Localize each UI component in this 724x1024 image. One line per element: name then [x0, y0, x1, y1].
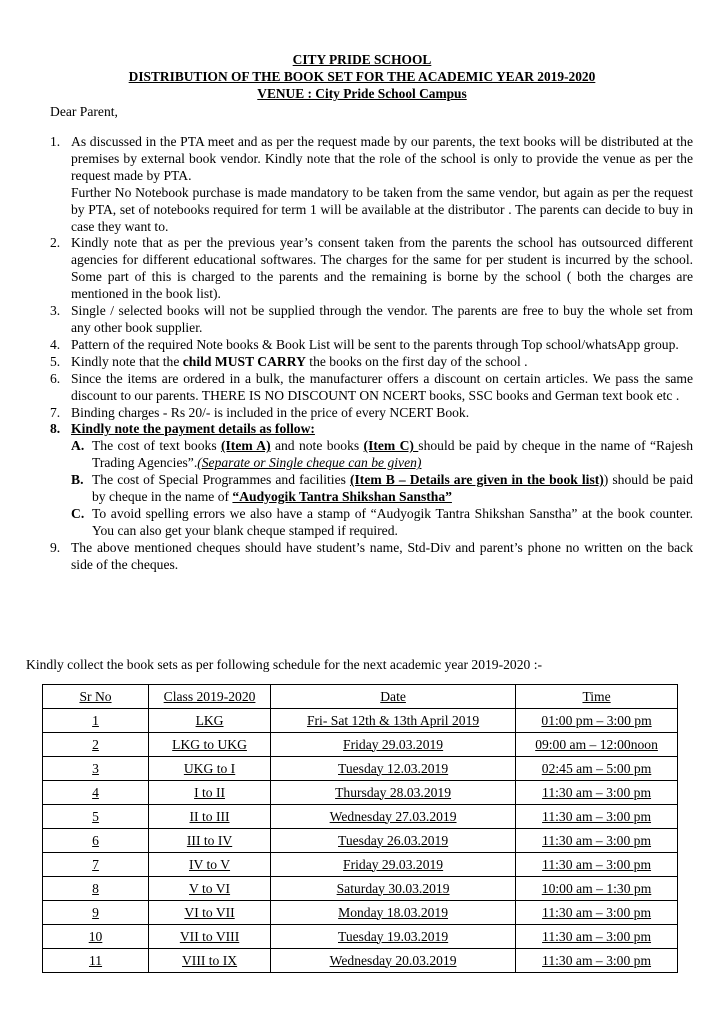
- salutation: Dear Parent,: [50, 104, 118, 119]
- sr-no-cell: 1: [43, 709, 149, 733]
- date-cell: Friday 29.03.2019: [271, 853, 516, 877]
- date-cell: Saturday 30.03.2019: [271, 877, 516, 901]
- text-run: To avoid spelling errors we also have a stamp of “Audyogik Tantra Shikshan Sanstha” at the book counter. You can also get your blank cheque stamped if required.: [92, 505, 693, 538]
- item-number: 8.: [50, 421, 61, 437]
- table-row: [43, 757, 678, 781]
- item-number: 9.: [50, 539, 61, 555]
- emphasis-text: (Item B – Details are given in the book list): [349, 472, 604, 488]
- sr-no-cell: 7: [43, 853, 149, 877]
- table-row: [43, 949, 678, 973]
- payment-heading: Kindly note the payment details as follow:: [71, 421, 315, 437]
- document-title: DISTRIBUTION OF THE BOOK SET FOR THE ACADEMIC YEAR 2019-2020: [128, 69, 596, 84]
- sub-item-a: [71, 438, 693, 472]
- school-name: CITY PRIDE SCHOOL: [292, 52, 432, 67]
- sr-no-cell: 9: [43, 901, 149, 925]
- time-cell: 11:30 am – 3:00 pm: [516, 829, 678, 853]
- column-header: Sr No: [43, 685, 149, 709]
- date-cell: Fri- Sat 12th & 13th April 2019: [271, 709, 516, 733]
- table-body: [43, 709, 678, 973]
- class-cell: VII to VIII: [149, 925, 271, 949]
- list-item-7: [50, 405, 693, 422]
- time-cell: 11:30 am – 3:00 pm: [516, 925, 678, 949]
- item-text: [71, 354, 693, 371]
- sub-item-letter: B.: [71, 472, 84, 488]
- item-text: Single / selected books will not be supplied through the vendor. The parents are free to buy the whole set from any other book supplier.: [71, 303, 693, 335]
- text-run: should be paid by cheque in the name of “Rajesh Trading Agencies”.: [92, 438, 693, 471]
- item-number: 1.: [50, 134, 61, 149]
- list-item-6: [50, 371, 693, 405]
- list-item-9: [50, 540, 693, 574]
- column-header: Class 2019-2020: [149, 685, 271, 709]
- sub-item-letter: A.: [71, 438, 85, 454]
- class-cell: UKG to I: [149, 757, 271, 781]
- list-item-5: [50, 354, 693, 371]
- class-cell: III to IV: [149, 829, 271, 853]
- list-item-1: [50, 134, 693, 235]
- item-text: Pattern of the required Note books & Book List will be sent to the parents through Top school/whatsApp group.: [71, 336, 679, 352]
- text-run: The cost of text books: [92, 438, 221, 454]
- list-item-4: [50, 337, 693, 354]
- emphasis-text: (Item C): [363, 438, 419, 454]
- class-cell: IV to V: [149, 853, 271, 877]
- column-header: Date: [271, 685, 516, 709]
- table-row: [43, 709, 678, 733]
- table-row: [43, 853, 678, 877]
- schedule-table: [42, 684, 678, 973]
- class-cell: II to III: [149, 805, 271, 829]
- item-number: 7.: [50, 404, 61, 420]
- class-cell: LKG to UKG: [149, 733, 271, 757]
- date-cell: Wednesday 20.03.2019: [271, 949, 516, 973]
- list-item-8: [50, 421, 693, 539]
- date-cell: Tuesday 12.03.2019: [271, 757, 516, 781]
- date-cell: Friday 29.03.2019: [271, 733, 516, 757]
- column-header: Time: [516, 685, 678, 709]
- sr-no-cell: 11: [43, 949, 149, 973]
- class-cell: VIII to IX: [149, 949, 271, 973]
- item-number: 2.: [50, 235, 61, 251]
- time-cell: 11:30 am – 3:00 pm: [516, 853, 678, 877]
- sr-no-cell: 2: [43, 733, 149, 757]
- table-row: [43, 829, 678, 853]
- class-cell: LKG: [149, 709, 271, 733]
- class-cell: VI to VII: [149, 901, 271, 925]
- table-row: [43, 733, 678, 757]
- item-number: 4.: [50, 336, 61, 352]
- text-run: The cost of Special Programmes and facilities: [92, 472, 350, 488]
- table-row: [43, 805, 678, 829]
- time-cell: 10:00 am – 1:30 pm: [516, 877, 678, 901]
- date-cell: Wednesday 27.03.2019: [271, 805, 516, 829]
- list-item-2: [50, 235, 693, 303]
- table-row: [43, 901, 678, 925]
- item-text: Further No Notebook purchase is made mandatory to be taken from the same vendor, but again as per the request by PTA, set of notebooks required for term 1 will be available at the distributor . The parents can decide to buy in case they want to.: [71, 184, 693, 234]
- date-cell: Thursday 28.03.2019: [271, 781, 516, 805]
- item-number: 6.: [50, 370, 61, 386]
- time-cell: 02:45 am – 5:00 pm: [516, 757, 678, 781]
- time-cell: 01:00 pm – 3:00 pm: [516, 709, 678, 733]
- item-number: 3.: [50, 303, 61, 319]
- notice-list: [50, 134, 693, 574]
- schedule-intro: Kindly collect the book sets as per following schedule for the next academic year 2019-2020 :-: [26, 657, 543, 672]
- item-text: Since the items are ordered in a bulk, the manufacturer offers a discount on certain articles. We pass the same discount to our parents. THERE IS NO DISCOUNT ON NCERT books, SSC books and German text book etc .: [71, 370, 693, 403]
- date-cell: Tuesday 26.03.2019: [271, 829, 516, 853]
- time-cell: 11:30 am – 3:00 pm: [516, 901, 678, 925]
- time-cell: 11:30 am – 3:00 pm: [516, 949, 678, 973]
- time-cell: 09:00 am – 12:00noon: [516, 733, 678, 757]
- table-row: [43, 877, 678, 901]
- emphasis-text: (Item A): [220, 438, 271, 454]
- text-run: and note books: [270, 438, 364, 454]
- sr-no-cell: 5: [43, 805, 149, 829]
- sub-item-c: [71, 506, 693, 540]
- sr-no-cell: 10: [43, 925, 149, 949]
- table-row: [43, 925, 678, 949]
- class-cell: I to II: [149, 781, 271, 805]
- table-header-row: [43, 685, 678, 709]
- class-cell: V to VI: [149, 877, 271, 901]
- item-text: The above mentioned cheques should have student’s name, Std-Div and parent’s phone no written on the back side of the cheques.: [71, 539, 693, 572]
- sr-no-cell: 3: [43, 757, 149, 781]
- sub-item-letter: C.: [71, 505, 85, 521]
- time-cell: 11:30 am – 3:00 pm: [516, 805, 678, 829]
- sr-no-cell: 8: [43, 877, 149, 901]
- text-run: the books on the first day of the school .: [305, 353, 528, 369]
- text-run: Kindly note that the: [71, 353, 183, 369]
- italic-note: (Separate or Single cheque can be given): [197, 455, 422, 471]
- sr-no-cell: 4: [43, 781, 149, 805]
- table-row: [43, 781, 678, 805]
- venue-line: VENUE : City Pride School Campus: [257, 86, 467, 101]
- item-number: 5.: [50, 353, 61, 369]
- emphasis-text: “Audyogik Tantra Shikshan Sanstha”: [232, 489, 452, 505]
- item-text: Kindly note that as per the previous year’s consent taken from the parents the school has outsourced different agencies for different educational softwares. The charges for the same for per student is incurred by the school. Some part of this is charged to the parents and the remaining is borne by the school ( both the charges are mentioned in the book list).: [71, 235, 693, 302]
- item-text: Binding charges - Rs 20/- is included in the price of every NCERT Book.: [71, 404, 470, 420]
- list-item-3: [50, 303, 693, 337]
- sr-no-cell: 6: [43, 829, 149, 853]
- date-cell: Tuesday 19.03.2019: [271, 925, 516, 949]
- item-text: As discussed in the PTA meet and as per the request made by our parents, the text books will be distributed at the premises by external book vendor. Kindly note that the role of the school is only to provide the venue as per the request made by PTA.: [71, 134, 693, 183]
- sub-item-b: [71, 472, 693, 506]
- date-cell: Monday 18.03.2019: [271, 901, 516, 925]
- time-cell: 11:30 am – 3:00 pm: [516, 781, 678, 805]
- emphasis-text: child MUST CARRY: [182, 353, 306, 369]
- text-run: ) should be paid by cheque in the name of: [92, 472, 694, 505]
